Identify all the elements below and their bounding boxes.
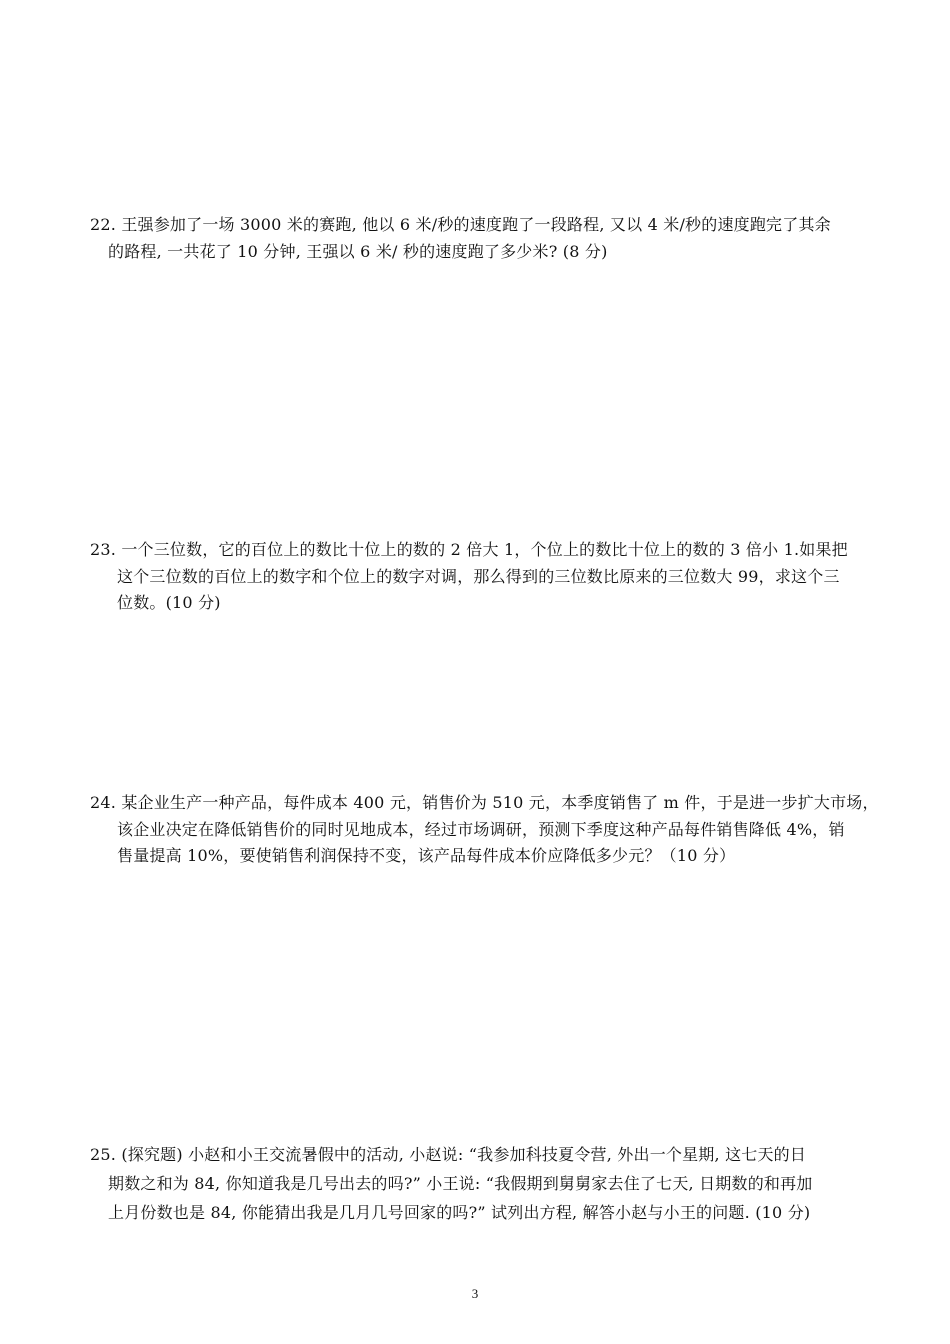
question-25: [90, 1140, 862, 1227]
question-23-line-1: 23. 一个三位数，它的百位上的数比十位上的数的 2 倍大 1，个位上的数比十位上的数的 3 倍小 1.如果把: [90, 540, 848, 559]
question-23-line-2: 这个三位数的百位上的数字和个位上的数字对调，那么得到的三位数比原来的三位数大 99，求这个三: [117, 566, 840, 586]
page-number: 3: [471, 1286, 479, 1301]
question-22-line-1: 22. 王强参加了一场 3000 米的赛跑, 他以 6 米/秒的速度跑了一段路程, 又以 4 米/秒的速度跑完了其余: [90, 215, 831, 234]
question-24-line-2: 该企业决定在降低销售价的同时见地成本，经过市场调研，预测下季度这种产品每件销售降低 4%，销: [117, 819, 845, 839]
question-25-line-1: 25. (探究题) 小赵和小王交流暑假中的活动, 小赵说: “我参加科技夏令营, 外出一个星期, 这七天的日: [90, 1145, 807, 1164]
question-25-line-3: 上月份数也是 84, 你能猜出我是几月几号回家的吗?” 试列出方程, 解答小赵与小王的问题. (10 分): [108, 1203, 811, 1222]
question-24-line-1: 24. 某企业生产一种产品，每件成本 400 元，销售价为 510 元，本季度销售了 m 件，于是进一步扩大市场，: [90, 793, 879, 812]
question-22-line-2: 的路程, 一共花了 10 分钟, 王强以 6 米/ 秒的速度跑了多少米? (8 分): [108, 241, 608, 261]
question-24: [90, 790, 879, 870]
question-22: [90, 212, 862, 265]
question-25-line-2: 期数之和为 84, 你知道我是几号出去的吗?” 小王说: “我假期到舅舅家去住了七天, 日期数的和再加: [108, 1174, 813, 1193]
question-23-line-3: 位数。(10 分): [117, 593, 221, 612]
question-23: [90, 537, 862, 617]
question-24-line-3: 售量提高 10%，要使销售利润保持不变，该产品每件成本价应降低多少元？（10 分）: [117, 846, 736, 865]
